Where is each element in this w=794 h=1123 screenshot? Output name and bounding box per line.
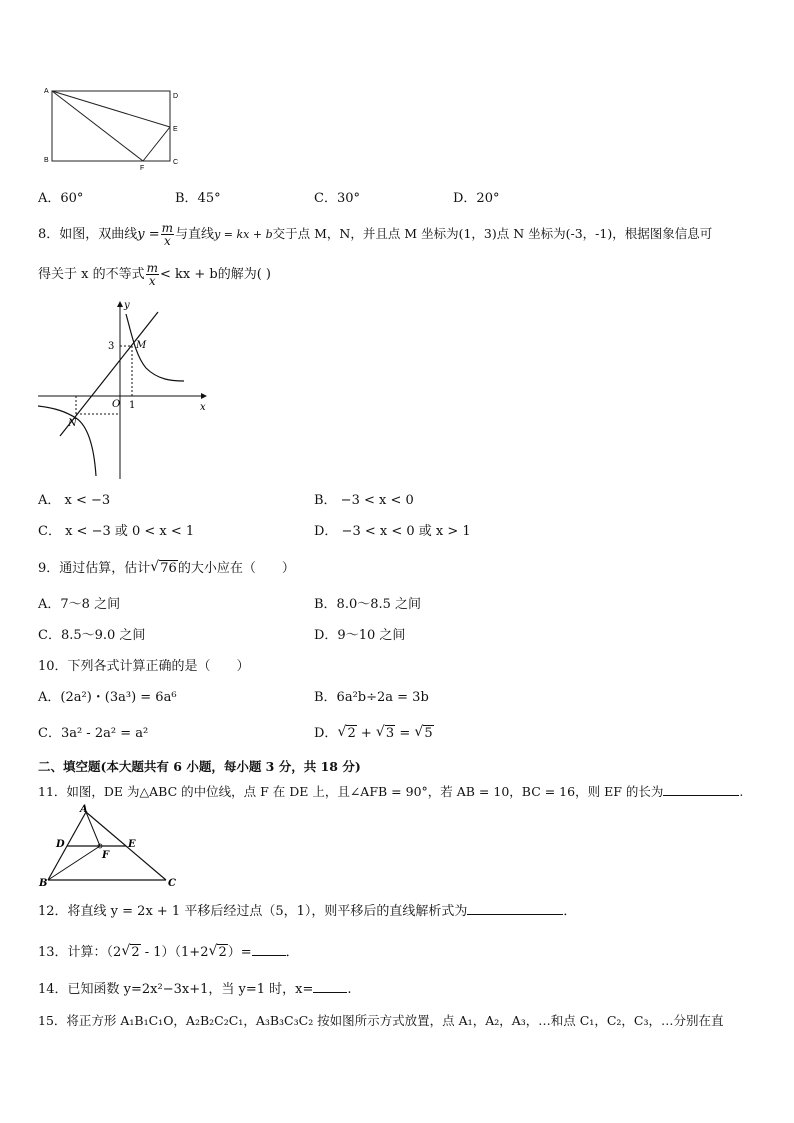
q9-stem: [38, 557, 295, 576]
q12-text: 12．将直线 y = 2x + 1 平移后经过点（5，1），则平移后的直线解析式为: [38, 904, 468, 919]
segment-af: [52, 91, 143, 161]
q13-r1: 2: [131, 945, 140, 960]
q7-option-c: C．30°: [314, 191, 360, 206]
label-c: C: [173, 159, 179, 166]
q10-option-c: C．3a² - 2a² = a²: [38, 726, 149, 741]
q10-d-prefix: D．: [314, 726, 338, 741]
q10-option-b: B．6a²b÷2a = 3b: [314, 690, 429, 705]
q9-radicand: 76: [160, 561, 177, 576]
label-a: A: [80, 804, 88, 815]
label-y: y: [124, 300, 130, 311]
q9-sqrt: [150, 561, 178, 576]
q14-stem: [38, 978, 352, 997]
label-d: D: [56, 839, 65, 850]
label-m: M: [136, 340, 147, 351]
q11-triangle-figure: [38, 802, 188, 890]
q8-option-a: A． x < −3: [38, 493, 111, 508]
q8-fraction: [161, 222, 174, 247]
q8-line2-prefix: 得关于 x 的不等式: [38, 267, 145, 282]
q8-eq1-lhs: y =: [137, 227, 160, 242]
q8-option-c: C． x < −3 或 0 < x < 1: [38, 524, 195, 539]
q11-answer-blank[interactable]: [663, 795, 739, 796]
hyperbola-branch-1: [126, 314, 184, 381]
q8-option-b: B． −3 < x < 0: [314, 493, 414, 508]
label-b: B: [39, 878, 48, 889]
q8-stem-line1: [38, 222, 712, 247]
q8-graph-figure: [36, 296, 216, 482]
label-c: C: [168, 878, 176, 889]
q8-prefix: 8．如图，双曲线: [38, 227, 138, 242]
q13-mid: - 1）（1+2: [140, 945, 209, 960]
q9-prefix: 9．通过估算，估计: [38, 561, 151, 576]
q11-stem: [38, 782, 743, 800]
q7-option-d: D．20°: [453, 191, 500, 206]
label-d: D: [173, 93, 179, 100]
q8-line2-suffix: 的解为( ): [217, 267, 271, 282]
q10-stem: 10．下列各式计算正确的是（ ）: [38, 659, 250, 674]
q8-stem-line2: [38, 262, 271, 287]
q10-d-eq: =: [399, 726, 411, 741]
q7-rectangle-figure: [38, 82, 188, 174]
hyperbola-branch-2: [38, 406, 96, 476]
q14-end: .: [347, 982, 352, 997]
q8-frac-den: x: [163, 234, 171, 248]
q8-eq2: y = kx + b: [214, 228, 273, 241]
segment-bf: [48, 846, 100, 880]
q10-d-sqrt2: [376, 726, 395, 741]
section2-title: 二、填空题(本大题共有 6 小题，每小题 3 分，共 18 分): [38, 759, 361, 774]
label-n: N: [68, 418, 77, 429]
q9-option-c: C．8.5～9.0 之间: [38, 628, 146, 643]
q15-stem: 15．将正方形 A₁B₁C₁O，A₂B₂C₂C₁，A₃B₃C₃C₂ 按如图所示方式放置，点 A₁，A₂，A₃，…和点 C₁，C₂，C₃，…分别在直: [38, 1013, 724, 1028]
label-a: A: [44, 88, 49, 95]
q10-option-a: A．(2a²)・(3a³) = 6a⁶: [38, 690, 177, 705]
label-f: F: [102, 850, 110, 861]
q8-fraction-2: [146, 262, 159, 287]
q13-sqrt2: [208, 945, 227, 960]
q9-option-d: D．9～10 之间: [314, 628, 406, 643]
label-x: x: [200, 402, 206, 413]
q10-d-r2: 3: [385, 726, 395, 741]
rectangle-abcd: [52, 91, 170, 161]
label-3: 3: [108, 341, 115, 352]
q10-d-sqrt3: [414, 726, 433, 741]
label-e: E: [128, 839, 136, 850]
q13-stem: [38, 941, 299, 960]
q10-d-sqrt1: [337, 726, 356, 741]
q13-sqrt1: [121, 945, 140, 960]
q13-r2: 2: [218, 945, 227, 960]
label-o: O: [112, 399, 121, 410]
q10-option-d: [314, 722, 434, 741]
q7-option-b: B．45°: [175, 191, 221, 206]
q14-text: 14．已知函数 y=2x²−3x+1，当 y=1 时，x=: [38, 982, 314, 997]
q9-option-b: B．8.0～8.5 之间: [314, 597, 422, 612]
q8-rest1: 交于点 M，N，并且点 M 坐标为(1，3)点 N 坐标为(-3，-1)，根据图象信息可: [272, 226, 713, 241]
label-b: B: [44, 157, 49, 164]
q13-end: ．: [285, 945, 299, 960]
q12-end: ．: [563, 904, 577, 919]
label-e: E: [173, 126, 178, 133]
q8-mid: 与直线: [175, 227, 215, 242]
q8-frac-num: m: [161, 221, 174, 235]
label-f: F: [140, 165, 145, 172]
q13-answer-blank[interactable]: [252, 955, 286, 956]
q11-text: 11．如图，DE 为△ABC 的中位线，点 F 在 DE 上，且∠AFB = 90°，若 AB = 10，BC = 16，则 EF 的长为: [38, 784, 664, 799]
q14-answer-blank[interactable]: [313, 992, 347, 993]
q12-stem: [38, 900, 576, 919]
q8-inequality: < kx + b: [160, 267, 218, 282]
q8-frac2-num: m: [146, 261, 158, 275]
q10-d-plus: +: [360, 726, 372, 741]
segment-ef: [143, 127, 170, 161]
q13-suffix: ）=: [227, 945, 252, 960]
q7-option-a: A．60°: [38, 191, 84, 206]
label-1: 1: [129, 400, 136, 411]
q12-answer-blank[interactable]: [467, 914, 563, 915]
q10-d-r1: 2: [347, 726, 356, 741]
q8-frac2-den: x: [148, 274, 156, 288]
segment-af: [86, 812, 100, 846]
q10-d-r3: 5: [424, 726, 433, 741]
segment-ae: [52, 91, 170, 127]
q13-prefix: 13．计算：（2: [38, 945, 122, 960]
q11-end: .: [739, 784, 744, 799]
q9-suffix: 的大小应在（ ）: [177, 561, 295, 576]
q9-option-a: A．7～8 之间: [38, 597, 121, 612]
q8-option-d: D． −3 < x < 0 或 x > 1: [314, 524, 471, 539]
